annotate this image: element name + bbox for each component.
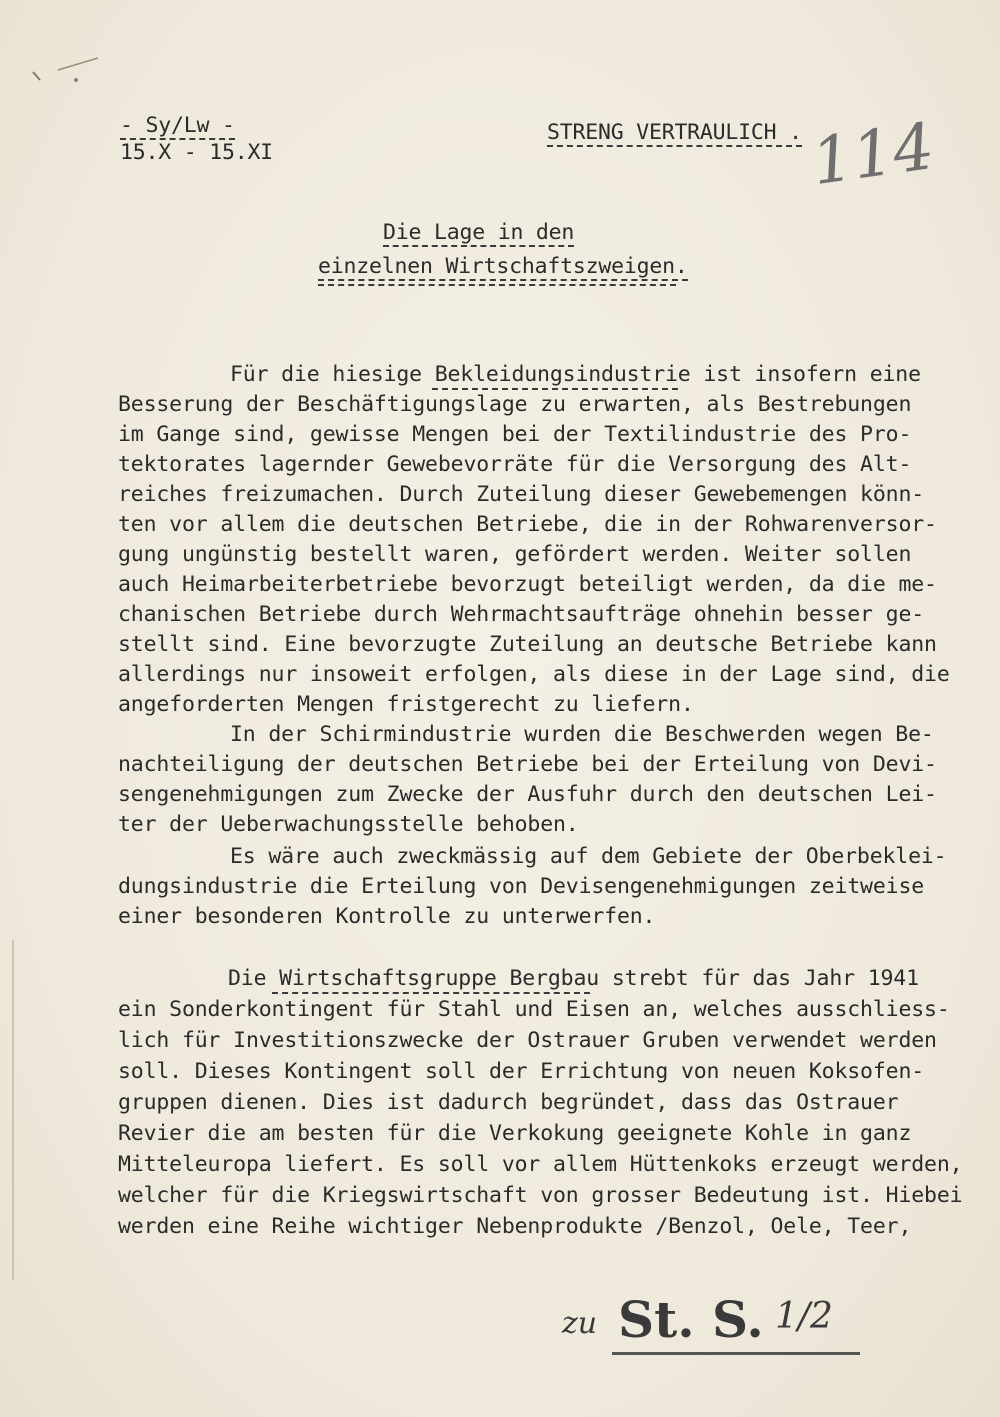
handwritten-prefix: zu <box>562 1306 598 1341</box>
body-line: angeforderten Mengen fristgerecht zu liefern. <box>118 692 694 717</box>
stamp-underline <box>612 1352 860 1355</box>
body-line: welcher für die Kriegswirtschaft von grosser Bedeutung ist. Hiebei <box>118 1183 963 1208</box>
body-line: allerdings nur insoweit erfolgen, als diese in der Lage sind, die <box>118 662 950 687</box>
body-line: Mitteleuropa liefert. Es soll vor allem Hüttenkoks erzeugt werden, <box>118 1152 963 1177</box>
body-line: dungsindustrie die Erteilung von Devisengenehmigungen zeitweise <box>118 874 925 899</box>
body-line: im Gange sind, gewisse Mengen bei der Textilindustrie des Pro- <box>118 422 912 447</box>
body-line: sengenehmigungen zum Zwecke der Ausfuhr durch den deutschen Lei- <box>118 782 937 807</box>
body-line: ein Sonderkontingent für Stahl und Eisen an, welches ausschliess- <box>118 997 950 1022</box>
date-range: 15.X - 15.XI <box>120 140 273 165</box>
body-line: ten vor allem die deutschen Betriebe, die in der Rohwarenversor- <box>118 512 937 537</box>
body-line: Für die hiesige Bekleidungsindustrie ist insofern eine <box>230 362 921 387</box>
body-line: ter der Ueberwachungsstelle behoben. <box>118 812 579 837</box>
body-line: chanischen Betriebe durch Wehrmachtsaufträge ohnehin besser ge- <box>118 602 925 627</box>
reference-code: - Sy/Lw - <box>120 113 235 138</box>
folio-number: 114 <box>807 109 939 201</box>
title-line-2: einzelnen Wirtschaftszweigen. <box>318 254 688 279</box>
body-line: reiches freizumachen. Durch Zuteilung dieser Gewebemengen könn- <box>118 482 925 507</box>
body-line: auch Heimarbeiterbetriebe bevorzugt beteiligt werden, da die me- <box>118 572 937 597</box>
body-line: einer besonderen Kontrolle zu unterwerfen. <box>118 904 656 929</box>
body-line: tektorates lagernder Gewebevorräte für die Versorgung des Alt- <box>118 452 912 477</box>
body-line: Besserung der Beschäftigungslage zu erwarten, als Bestrebungen <box>118 392 912 417</box>
body-line: Es wäre auch zweckmässig auf dem Gebiete der Oberbeklei- <box>230 844 947 869</box>
stamp-suffix: 1/2 <box>775 1296 833 1337</box>
classification-label: STRENG VERTRAULICH . <box>547 120 802 145</box>
underline-bekleidungsindustrie <box>432 388 678 390</box>
body-line: gung ungünstig bestellt waren, gefördert werden. Weiter sollen <box>118 542 912 567</box>
pencil-marks <box>28 50 108 100</box>
stamp-text: St. S. <box>618 1290 764 1349</box>
body-line: stellt sind. Eine bevorzugte Zuteilung an deutsche Betriebe kann <box>118 632 937 657</box>
body-line: Die Wirtschaftsgruppe Bergbau strebt für das Jahr 1941 <box>228 966 919 991</box>
body-line: nachteiligung der deutschen Betriebe bei der Erteilung von Devi- <box>118 752 937 777</box>
title-double-underline <box>318 284 676 286</box>
body-line: werden eine Reihe wichtiger Nebenprodukte /Benzol, Oele, Teer, <box>118 1214 912 1239</box>
body-line: Revier die am besten für die Verkokung geeignete Kohle in ganz <box>118 1121 912 1146</box>
body-line: In der Schirmindustrie wurden die Beschwerden wegen Be- <box>230 722 934 747</box>
title-line-1: Die Lage in den <box>383 220 575 245</box>
underline-wirtschaftsgruppe-bergbau <box>272 992 590 994</box>
left-edge-mark <box>12 940 24 1280</box>
body-line: gruppen dienen. Dies ist dadurch begründet, dass das Ostrauer <box>118 1090 899 1115</box>
body-line: lich für Investitionszwecke der Ostrauer Gruben verwendet werden <box>118 1028 937 1053</box>
body-line: soll. Dieses Kontingent soll der Errichtung von neuen Koksofen- <box>118 1059 925 1084</box>
